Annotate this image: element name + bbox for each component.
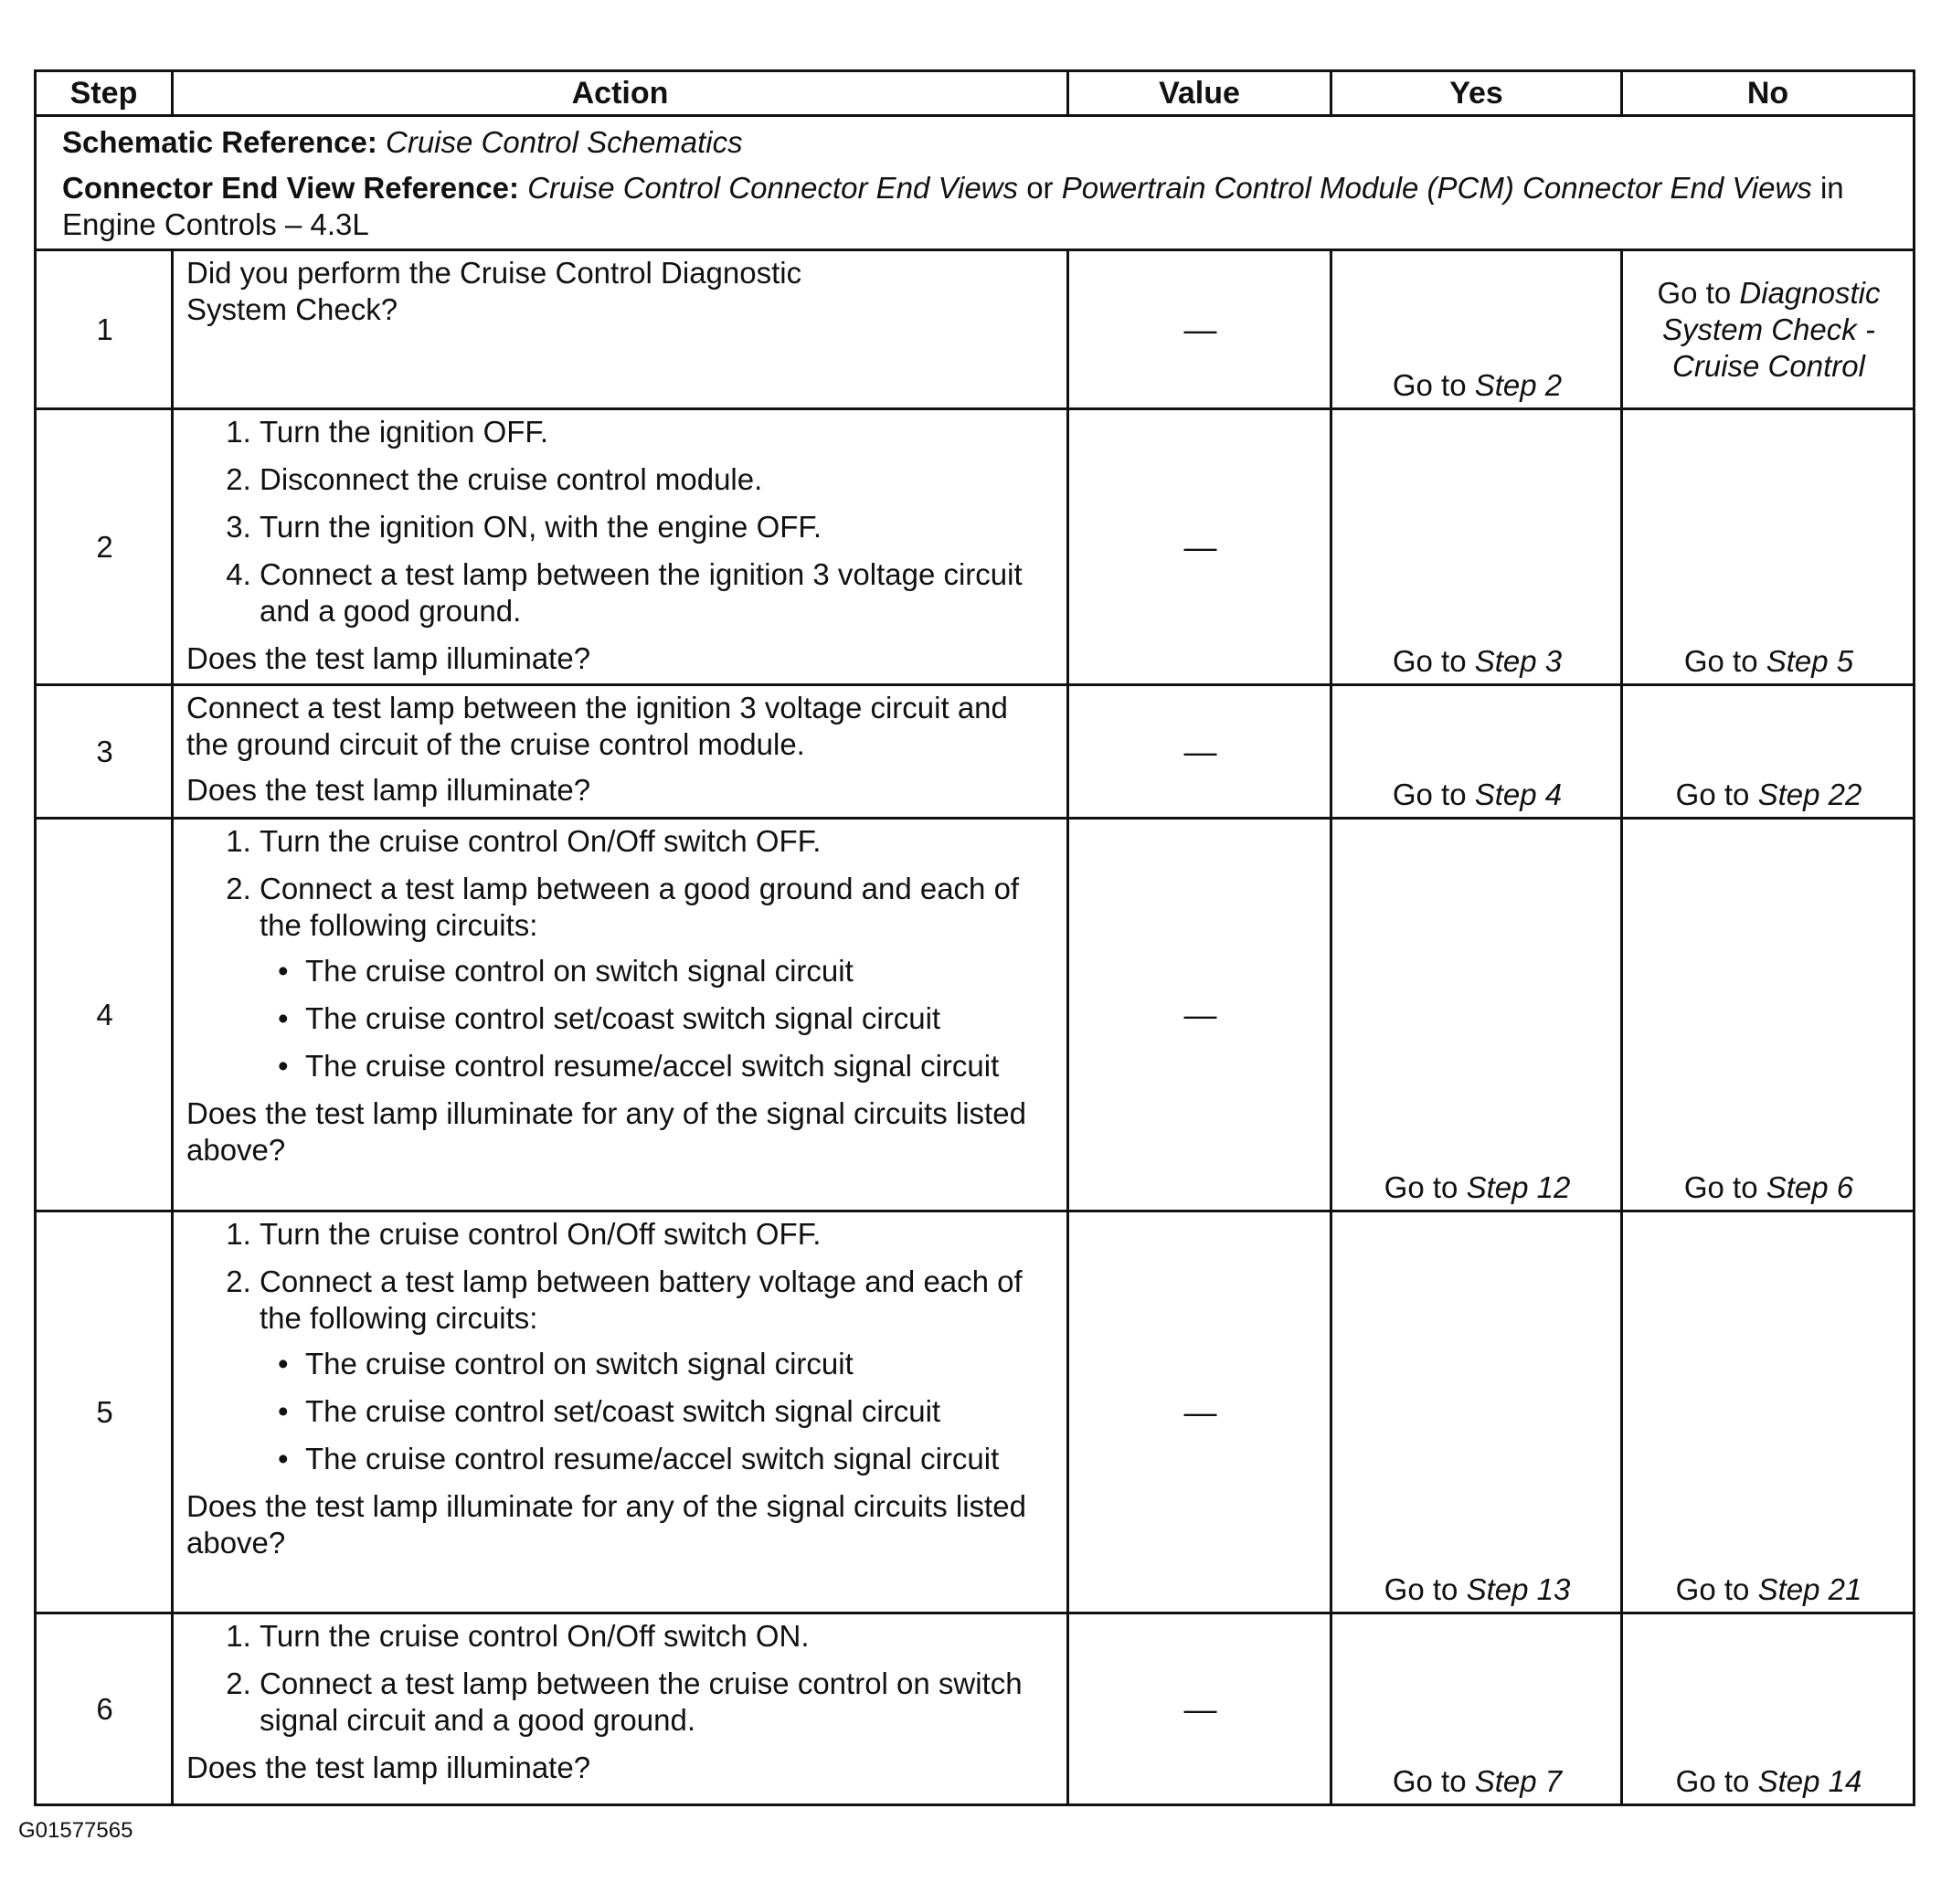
step-number: 3 [36,685,173,819]
procedure-item: 1. Turn the cruise control On/Off switch OFF. [260,823,1055,860]
value-cell: — [1068,685,1331,819]
yes-cell [1331,250,1622,409]
header-step: Step [36,71,173,116]
no-cell [1622,685,1914,819]
yes-prefix: Go to [1392,777,1467,811]
question-text: Does the test lamp illuminate for any of the signal circuits listed above? [186,1489,1026,1560]
table-row [36,685,1914,819]
no-cell [1622,1211,1914,1613]
header-action: Action [173,71,1068,116]
circuit-item: • The cruise control on switch signal circuit [305,953,1055,989]
no-prefix: Go to [1683,644,1758,678]
value-cell: — [1068,819,1331,1211]
no-cell [1622,819,1914,1211]
connector-reference [62,170,1900,243]
value-cell: — [1068,1211,1331,1613]
circuit-item: • The cruise control on switch signal circuit [305,1346,1055,1382]
header-row [36,71,1914,116]
circuit-list [260,953,1055,1084]
yes-cell [1331,1211,1622,1613]
procedure-item-text: Connect a test lamp between battery voltage and each of the following circuits: [260,1264,1023,1335]
question-text: Does the test lamp illuminate? [186,773,591,807]
action-cell [173,409,1068,685]
no-step-link[interactable]: Step 5 [1766,644,1854,678]
step-number: 1 [36,250,173,409]
yes-cell [1331,1613,1622,1805]
circuit-item: • The cruise control set/coast switch signal circuit [305,1393,1055,1430]
yes-step-link[interactable]: Step 13 [1466,1572,1571,1606]
yes-step-link[interactable]: Step 3 [1474,644,1563,678]
table-row [36,819,1914,1211]
yes-prefix: Go to [1392,1764,1467,1798]
no-step-link[interactable]: Step 14 [1757,1764,1862,1798]
step-number: 5 [36,1211,173,1613]
question-text: Does the test lamp illuminate? [186,641,591,675]
figure-code: G01577565 [18,1818,133,1843]
connector-reference-link-2[interactable]: Powertrain Control Module (PCM) Connector End Views [1061,171,1812,205]
yes-step-link[interactable]: Step 4 [1474,777,1563,811]
yes-prefix: Go to [1384,1170,1458,1204]
table-row [36,250,1914,409]
procedure-item: 1. Turn the ignition OFF. [260,414,1055,450]
action-cell [173,1613,1068,1805]
yes-step-link[interactable]: Step 2 [1474,368,1563,402]
circuit-item: • The cruise control set/coast switch signal circuit [305,1000,1055,1037]
step-number: 6 [36,1613,173,1805]
header-no: No [1622,71,1914,116]
action-cell [173,1211,1068,1613]
procedure-item: 1. Turn the cruise control On/Off switch OFF. [260,1216,1055,1253]
action-cell [173,250,1068,409]
no-cell [1622,250,1914,409]
circuit-item: • The cruise control resume/accel switch signal circuit [305,1441,1055,1477]
procedure-item [260,871,1055,1084]
procedure-item: 2. Disconnect the cruise control module. [260,461,1055,498]
procedure-list [186,414,1055,629]
header-yes: Yes [1331,71,1622,116]
yes-cell [1331,819,1622,1211]
yes-step-link[interactable]: Step 12 [1466,1170,1571,1204]
connector-reference-label: Connector End View Reference: [62,171,520,205]
procedure-item: 1. Turn the cruise control On/Off switch ON. [260,1618,1055,1655]
table-row [36,1613,1914,1805]
table-row [36,1211,1914,1613]
no-prefix: Go to [1675,1572,1750,1606]
no-step-link[interactable]: Diagnostic System Check - Cruise Control [1662,275,1881,383]
diagnostic-table [34,69,1915,1806]
circuit-item: • The cruise control resume/accel switch signal circuit [305,1048,1055,1084]
procedure-item: 4. Connect a test lamp between the ignition 3 voltage circuit and a good ground. [260,556,1055,629]
no-step-link[interactable]: Step 6 [1766,1170,1854,1204]
step-number: 2 [36,409,173,685]
no-prefix: Go to [1675,777,1750,811]
no-prefix: Go to [1683,1170,1758,1204]
yes-cell [1331,685,1622,819]
procedure-list [186,1618,1055,1739]
value-cell: — [1068,250,1331,409]
value-cell: — [1068,409,1331,685]
procedure-item-text: Connect a test lamp between a good ground and each of the following circuits: [260,872,1020,942]
header-value: Value [1068,71,1331,116]
schematic-reference-link[interactable]: Cruise Control Schematics [386,125,743,159]
procedure-item [260,1264,1055,1477]
question-text: Does the test lamp illuminate for any of the signal circuits listed above? [186,1096,1026,1167]
procedure-list [186,823,1055,1084]
connector-reference-link-1[interactable]: Cruise Control Connector End Views [527,171,1019,205]
procedure-item: 2. Connect a test lamp between the cruise control on switch signal circuit and a good ground. [260,1666,1055,1739]
procedure-item: 3. Turn the ignition ON, with the engine OFF. [260,509,1055,545]
circuit-list [260,1346,1055,1477]
yes-prefix: Go to [1392,368,1467,402]
no-prefix: Go to [1657,275,1732,310]
value-cell: — [1068,1613,1331,1805]
schematic-reference [62,124,1900,161]
schematic-reference-label: Schematic Reference: [62,125,377,159]
action-text: Connect a test lamp between the ignition 3 voltage circuit and the ground circuit of the cruise control module. [186,691,1008,761]
step-number: 4 [36,819,173,1211]
table-row [36,409,1914,685]
connector-reference-or: or [1026,171,1054,205]
action-cell [173,685,1068,819]
yes-prefix: Go to [1384,1572,1458,1606]
yes-cell [1331,409,1622,685]
no-prefix: Go to [1675,1764,1750,1798]
no-step-link[interactable]: Step 21 [1757,1572,1862,1606]
connector-reference-suffix: in Engine Controls – 4.3L [62,171,1844,241]
reference-row [36,116,1914,250]
question-text: Does the test lamp illuminate? [186,1751,591,1784]
no-cell [1622,409,1914,685]
no-step-link[interactable]: Step 22 [1757,777,1862,811]
reference-cell [36,116,1914,250]
procedure-list [186,1216,1055,1477]
yes-prefix: Go to [1392,644,1467,678]
yes-step-link[interactable]: Step 7 [1474,1764,1563,1798]
no-cell [1622,1613,1914,1805]
action-text: Did you perform the Cruise Control Diagnostic System Check? [186,256,802,326]
action-cell [173,819,1068,1211]
